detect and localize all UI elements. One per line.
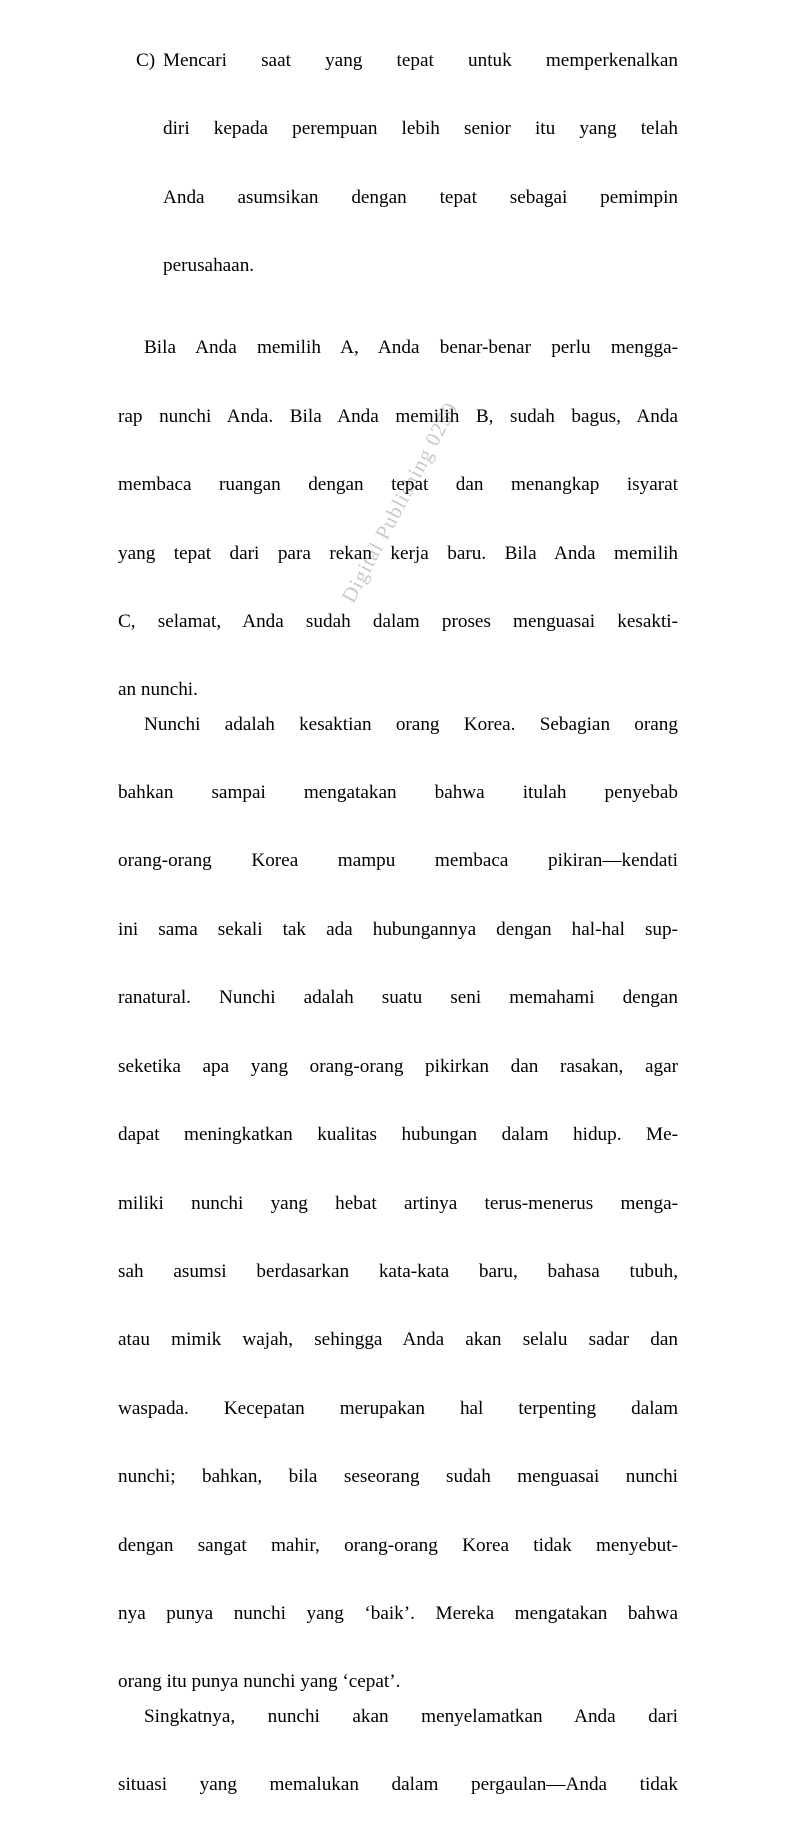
list-item-body xyxy=(163,44,678,283)
paragraph-line: membaca ruangan dengan tepat dan menangkap isyarat xyxy=(118,474,678,496)
watermark-text: Digital Publishing 0250 xyxy=(336,397,463,607)
paragraph-line: ranatural. Nunchi adalah suatu seni memahami dengan xyxy=(118,987,678,1009)
paragraph-line: ini sama sekali tak ada hubungannya dengan hal-hal sup- xyxy=(118,918,678,940)
list-item-marker: C) xyxy=(136,50,156,71)
paragraph-line: seketika apa yang orang-orang pikirkan dan rasakan, agar xyxy=(118,1055,678,1077)
paragraph-line: sah asumsi berdasarkan kata-kata baru, bahasa tubuh, xyxy=(118,1260,678,1282)
paragraph-line: atau mimik wajah, sehingga Anda akan selalu sadar dan xyxy=(118,1329,678,1351)
list-item-option-c xyxy=(118,44,678,283)
paragraph-line: Singkatnya, nunchi akan menyelamatkan Anda dari xyxy=(144,1705,678,1727)
paragraph-singkatnya xyxy=(118,1700,678,1836)
paragraph-line: waspada. Kecepatan merupakan hal terpenting dalam xyxy=(118,1397,678,1419)
paragraph-line: nya punya nunchi yang ‘baik’. Mereka mengatakan bahwa xyxy=(118,1602,678,1624)
list-item-line: perusahaan. xyxy=(163,255,255,277)
paragraph-line: dengan sangat mahir, orang-orang Korea tidak menyebut- xyxy=(118,1534,678,1556)
paragraph-line: rap nunchi Anda. Bila Anda memilih B, sudah bagus, Anda xyxy=(118,405,678,427)
paragraph-line: orang-orang Korea mampu membaca pikiran—kendati xyxy=(118,850,678,872)
paragraph-line: nunchi; bahkan, bila seseorang sudah menguasai nunchi xyxy=(118,1466,678,1488)
paragraph-line: orang itu punya nunchi yang ‘cepat’. xyxy=(118,1671,401,1693)
paragraph-line: Bila Anda memilih A, Anda benar-benar perlu mengga- xyxy=(144,337,678,359)
list-item-line: Anda asumsikan dengan tepat sebagai pemimpin xyxy=(163,186,678,208)
paragraph-line: Nunchi adalah kesaktian orang Korea. Sebagian orang xyxy=(144,713,678,735)
paragraph-line: bahkan sampai mengatakan bahwa itulah penyebab xyxy=(118,782,678,804)
paragraph-line: yang tepat dari para rekan kerja baru. Bila Anda memilih xyxy=(118,542,678,564)
page-content xyxy=(118,0,678,1836)
paragraph-line: C, selamat, Anda sudah dalam proses menguasai kesakti- xyxy=(118,611,678,633)
paragraph-bila-anda xyxy=(118,331,678,707)
paragraph-line: situasi yang memalukan dalam pergaulan—Anda tidak xyxy=(118,1773,678,1795)
paragraph-line: miliki nunchi yang hebat artinya terus-menerus menga- xyxy=(118,1192,678,1214)
paragraph-line: dapat meningkatkan kualitas hubungan dalam hidup. Me- xyxy=(118,1124,678,1146)
paragraph-line: an nunchi. xyxy=(118,679,198,701)
list-item-line: diri kepada perempuan lebih senior itu yang telah xyxy=(163,118,678,140)
list-item-line: Mencari saat yang tepat untuk memperkenalkan xyxy=(163,50,678,71)
paragraph-nunchi-adalah xyxy=(118,708,678,1700)
